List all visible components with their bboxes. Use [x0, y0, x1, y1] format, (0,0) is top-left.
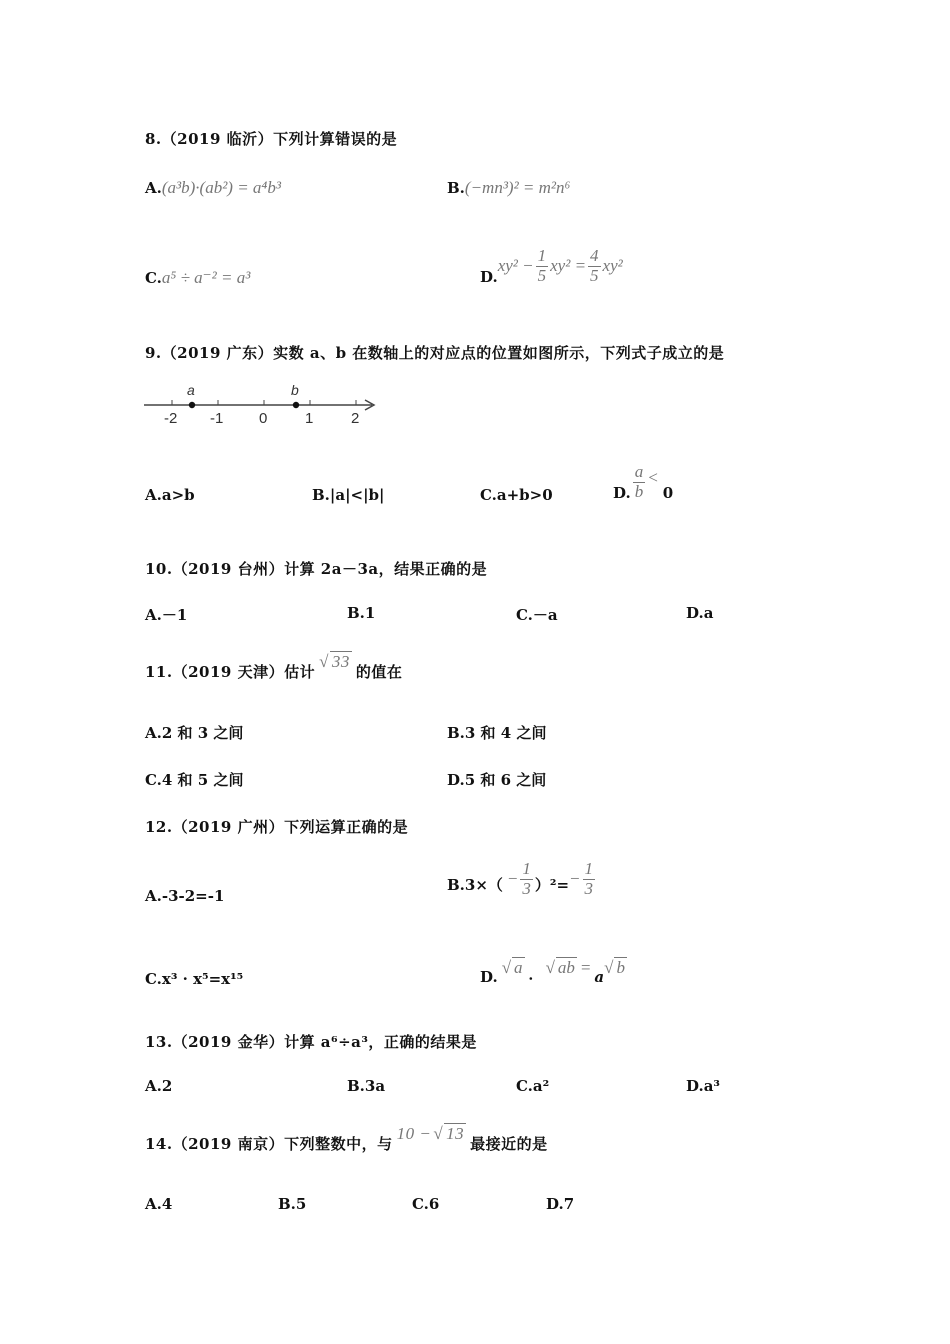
- q12-option-c: C.x³ · x⁵=x¹⁵: [145, 970, 244, 988]
- q11-option-c: C.4 和 5 之间: [145, 771, 244, 789]
- point-a-label: a: [187, 382, 195, 398]
- q9-option-a: A.a>b: [145, 486, 195, 504]
- q14-option-c: C.6: [412, 1195, 440, 1213]
- point-b-label: b: [291, 382, 299, 398]
- tick-label: 2: [351, 410, 360, 427]
- q9-d-label: D.: [613, 484, 631, 502]
- q8-option-b: [447, 178, 570, 198]
- q14-title-pre: 14.（2019 南京）下列整数中，与: [145, 1135, 393, 1153]
- q12-d-sqrt3: √ b: [604, 958, 625, 977]
- q11-option-d: D.5 和 6 之间: [447, 771, 547, 789]
- q13-option-a: A.2: [145, 1077, 173, 1095]
- q8-d-label: D.: [480, 268, 498, 286]
- q12-d-coef: a: [594, 968, 605, 986]
- q8-option-a: [145, 178, 281, 198]
- q12-d-label: D.: [480, 968, 498, 986]
- q8-a-label: A.: [145, 179, 162, 197]
- q10-option-c: C.－a: [516, 606, 558, 624]
- q12-d-dot: ．: [528, 965, 544, 983]
- q8-d-mid: xy² =: [550, 256, 587, 275]
- q10-option-b: B.1: [347, 604, 376, 622]
- q12-title: 12.（2019 广州）下列运算正确的是: [145, 818, 409, 836]
- q12-d-sqrt1: √ a: [501, 958, 523, 977]
- q8-c-expr: a⁵ ÷ a⁻² = a³: [161, 268, 251, 287]
- q12-option-b: [447, 860, 597, 898]
- point-b-dot: [293, 402, 299, 408]
- q9-d-rel: <: [647, 468, 659, 487]
- q8-d-frac2: $\frac{4}{5}$: [590, 245, 599, 285]
- q12-option-d: [480, 958, 627, 986]
- q12-d-sqrt2: √ ab: [545, 958, 575, 977]
- q12-b-frac2: $\frac{1}{3}$: [584, 859, 594, 898]
- q9-option-c: C.a+b>0: [480, 486, 553, 504]
- q9-option-d: [613, 462, 673, 502]
- tick-label: -1: [210, 410, 224, 427]
- q8-title: 8.（2019 临沂）下列计算错误的是: [145, 130, 398, 148]
- q14-option-a: A.4: [145, 1195, 173, 1213]
- q9-title: 9.（2019 广东）实数 a、b 在数轴上的对应点的位置如图所示，下列式子成立的是: [145, 344, 725, 362]
- number-line-figure: [140, 378, 385, 428]
- q8-d-rhs: xy²: [602, 256, 623, 275]
- q9-option-b: B.|a|<|b|: [312, 486, 385, 504]
- q11-title: [145, 652, 402, 684]
- q8-a-expr: (a³b)·(ab²) = a⁴b³: [161, 178, 281, 197]
- tick-label: 1: [305, 410, 314, 427]
- point-a-dot: [189, 402, 195, 408]
- q11-option-a: A.2 和 3 之间: [145, 724, 244, 742]
- q8-b-label: B.: [447, 179, 465, 197]
- q8-d-frac1: $\frac{1}{5}$: [537, 245, 547, 285]
- q11-title-pre: 11.（2019 天津）估计: [145, 663, 316, 681]
- q8-b-expr: (−mn³)² = m²n⁶: [464, 178, 571, 197]
- q14-sqrt: √ 13: [433, 1124, 465, 1143]
- q12-option-a: A.-3-2=-1: [145, 887, 225, 905]
- q14-expr-pre: 10 −: [396, 1124, 432, 1143]
- q11-title-post: 的值在: [355, 663, 403, 681]
- tick-label: 0: [259, 410, 268, 427]
- q14-title-post: 最接近的是: [470, 1135, 548, 1153]
- q13-option-b: B.3a: [347, 1077, 386, 1095]
- q8-option-c: [145, 268, 250, 288]
- q14-option-d: D.7: [546, 1195, 575, 1213]
- q13-option-c: C.a²: [516, 1077, 550, 1095]
- q8-d-lhs: xy² −: [497, 256, 534, 275]
- q12-b-frac1: $\frac{1}{3}$: [522, 859, 531, 898]
- q12-d-eq: =: [579, 958, 592, 977]
- q12-b-pre: B.3×（: [447, 875, 503, 894]
- q13-option-d: D.a³: [686, 1077, 720, 1095]
- q12-b-minus1: −: [506, 869, 519, 889]
- q9-d-frac: $\frac{a}{b}$: [634, 461, 644, 501]
- q8-option-d: [480, 246, 623, 286]
- q11-option-b: B.3 和 4 之间: [447, 724, 547, 742]
- q8-c-label: C.: [145, 269, 162, 287]
- q14-option-b: B.5: [278, 1195, 307, 1213]
- q10-option-a: A.－1: [145, 606, 188, 624]
- q10-option-d: D.a: [686, 604, 714, 622]
- q13-title: 13.（2019 金华）计算 a⁶÷a³，正确的结果是: [145, 1033, 477, 1051]
- tick-label: -2: [164, 410, 178, 427]
- q12-b-minus2: −: [569, 869, 581, 889]
- q12-b-post: ）²=: [534, 875, 570, 894]
- q10-title: 10.（2019 台州）计算 2a－3a，结果正确的是: [145, 560, 488, 578]
- q14-title: [145, 1124, 548, 1156]
- q11-sqrt: √ 33: [319, 652, 350, 671]
- q9-d-val: 0: [662, 484, 674, 502]
